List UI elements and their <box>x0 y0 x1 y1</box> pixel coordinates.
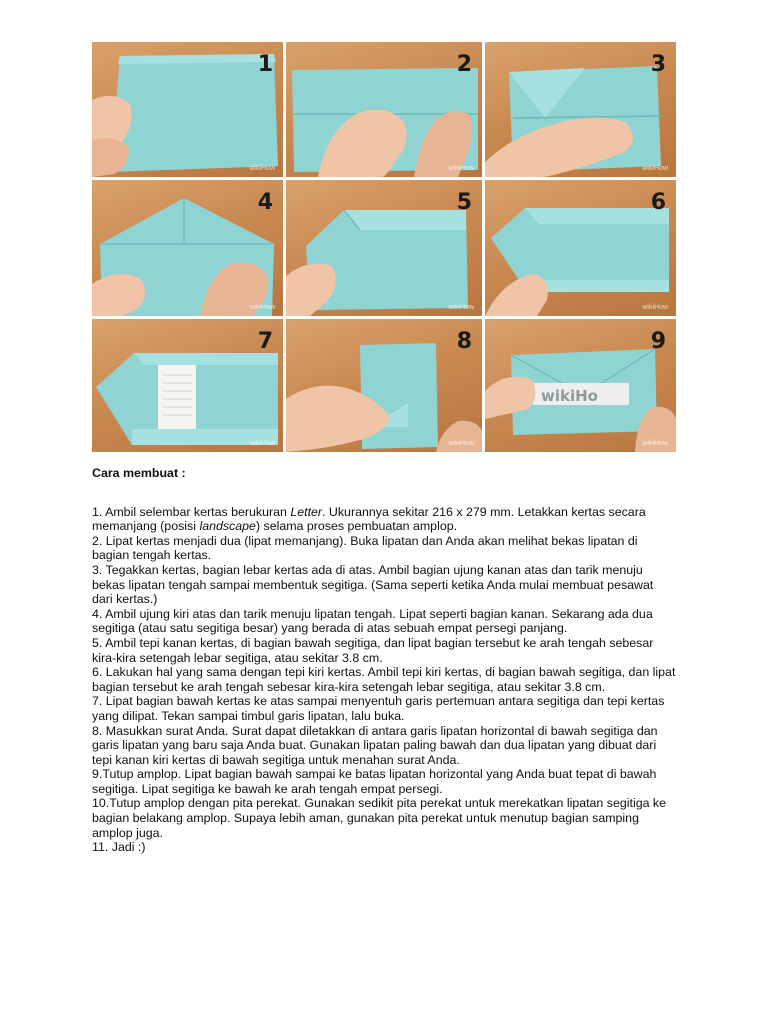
instruction-text: 10.Tutup amplop dengan pita perekat. Gunakan sedikit pita perekat untuk merekatkan lipatan segitiga ke bagian belakang amplop. Supaya lebih aman, gunakan pita perekat untuk menutup bagian samping amplop juga. <box>92 796 667 840</box>
step-number: 9 <box>650 329 666 354</box>
instruction-step <box>92 724 676 768</box>
instructions-heading: Cara membuat : <box>92 466 186 480</box>
step-photo-1 <box>92 42 283 177</box>
instruction-text: 8. Masukkan surat Anda. Surat dapat diletakkan di antara garis lipatan horizontal di bawah segitiga dan garis lipatan yang baru saja Anda buat. Gunakan lipatan paling bawah dan dua lipatan yang dibuat dari tepi kanan kiri kertas di bawah segitiga untuk menahan surat Anda. <box>92 723 658 767</box>
watermark: wikiHow <box>249 304 275 311</box>
instruction-text: 3. Tegakkan kertas, bagian lebar kertas ada di atas. Ambil bagian ujung kanan atas dan tarik menuju bekas lipatan tengah sampai membentuk segitiga. (Sama seperti ketika Anda mulai membuat pesawat dari kertas.) <box>92 562 654 607</box>
step-photo-4 <box>92 180 283 316</box>
instruction-step <box>92 505 676 534</box>
watermark: wikiHow <box>249 165 275 172</box>
instruction-step <box>92 694 676 723</box>
instruction-text: ) selama proses pembuatan amplop. <box>255 519 458 534</box>
watermark: wikiHow <box>448 440 474 447</box>
step-number: 7 <box>257 329 273 354</box>
instruction-text: . Ukurannya sekitar 216 x 279 mm. Letakkan kertas secara memanjang (posisi <box>92 504 646 534</box>
step-number: 4 <box>257 190 273 215</box>
instruction-step <box>92 607 676 636</box>
step-number: 1 <box>257 52 273 77</box>
instruction-step <box>92 563 676 607</box>
step-number: 2 <box>456 52 472 77</box>
instruction-step <box>92 767 676 796</box>
watermark: wikiHow <box>249 440 275 447</box>
instruction-italic-text: landscape <box>199 519 256 534</box>
step-photo-5 <box>286 180 482 316</box>
watermark: wikiHow <box>448 304 474 311</box>
step-photo-9 <box>485 319 676 452</box>
watermark: wikiHow <box>642 165 668 172</box>
instruction-text: 4. Ambil ujung kiri atas dan tarik menuju lipatan tengah. Lipat seperti bagian kanan. Sekarang ada dua segitiga (atau satu segitiga besar) yang berada di atas sebuah empat persegi panjang. <box>92 606 653 636</box>
step-photo-7 <box>92 319 283 452</box>
instructions-list <box>92 505 676 855</box>
instruction-text: 1. Ambil selembar kertas berukuran <box>92 504 291 519</box>
envelope-label: wikiHo <box>541 387 598 405</box>
instruction-italic-text: Letter <box>290 504 323 519</box>
step-photo-8 <box>286 319 482 452</box>
instruction-step <box>92 796 676 840</box>
step-number: 6 <box>650 190 666 215</box>
step-photo-6 <box>485 180 676 316</box>
step-number: 8 <box>456 329 472 354</box>
instruction-text: 2. Lipat kertas menjadi dua (lipat memanjang). Buka lipatan dan Anda akan melihat bekas lipatan di bagian tengah kertas. <box>92 533 638 563</box>
instruction-text: 9.Tutup amplop. Lipat bagian bawah sampai ke batas lipatan horizontal yang Anda buat tepat di bawah segitiga. Lipat segitiga ke bawah ke arah tengah empat persegi. <box>92 767 657 796</box>
watermark: wikiHow <box>448 165 474 172</box>
step-number: 5 <box>456 190 472 215</box>
instruction-text: 6. Lakukan hal yang sama dengan tepi kiri kertas. Ambil tepi kiri kertas, di bagian bawah segitiga, dan lipat bagian tersebut ke arah tengah sebesar kira-kira setengah lebar segitiga, atau sekitar 3.8 cm. <box>92 665 676 694</box>
instructions-section <box>92 466 676 855</box>
instruction-text: 11. Jadi :) <box>92 840 146 855</box>
instruction-text: 7. Lipat bagian bawah kertas ke atas sampai menyentuh garis pertemuan antara segitiga dan tepi kertas yang dilipat. Tekan sampai timbul garis lipatan, lalu buka. <box>92 694 665 723</box>
instruction-step <box>92 665 676 694</box>
instruction-text: 5. Ambil tepi kanan kertas, di bagian bawah segitiga, dan lipat bagian tersebut ke arah tengah sebesar kira-kira setengah lebar segitiga, atau sekitar 3.8 cm. <box>92 635 654 665</box>
instruction-step <box>92 636 676 665</box>
step-photo-grid <box>92 42 676 452</box>
step-photo-2 <box>286 42 482 177</box>
step-photo-3 <box>485 42 676 177</box>
instruction-step <box>92 534 676 563</box>
watermark: wikiHow <box>642 440 668 447</box>
instruction-step <box>92 840 676 855</box>
step-number: 3 <box>650 52 666 77</box>
watermark: wikiHow <box>642 304 668 311</box>
